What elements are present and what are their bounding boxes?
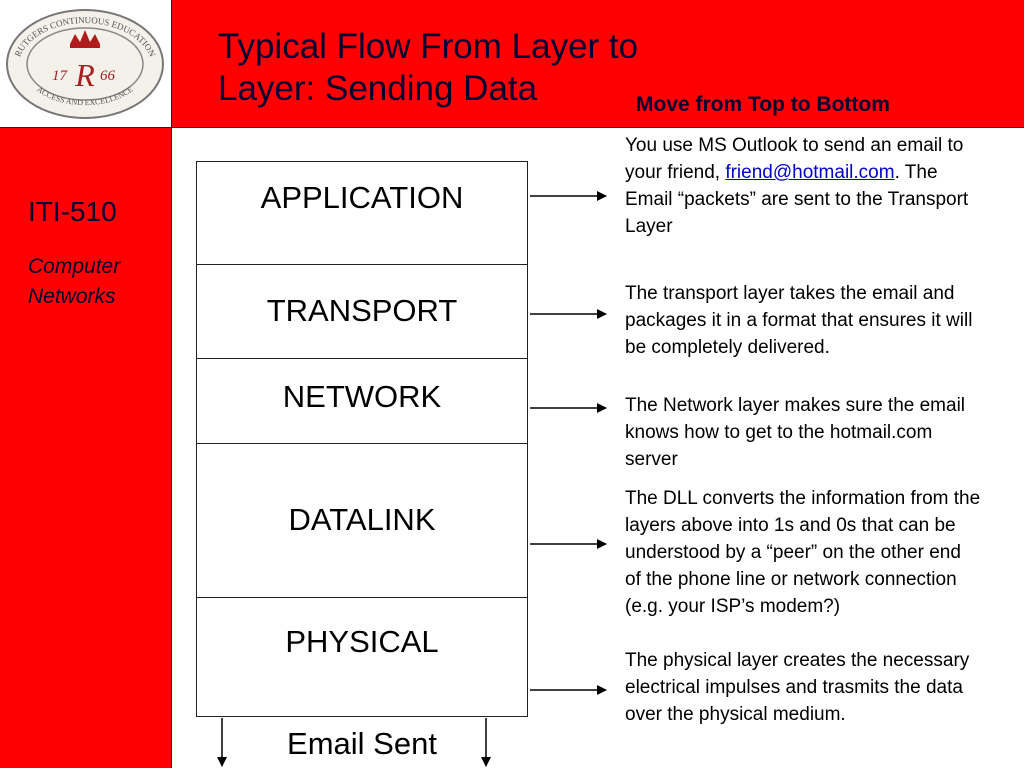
application-description: You use MS Outlook to send an email to your friend, friend@hotmail.com. The Email “packets” are sent to the Transport Layer	[625, 135, 969, 237]
svg-text:R: R	[75, 57, 95, 93]
network-description: The Network layer makes sure the email knows how to get to the hotmail.com server	[625, 395, 966, 470]
layer-transport-label: TRANSPORT	[266, 293, 458, 328]
datalink-description: The DLL converts the information from the layers above into 1s and 0s that can be understood by a “peer” on the other end of the phone line or network connection (e.g. your ISP’s modem?)	[625, 488, 981, 617]
layer-physical-label: PHYSICAL	[285, 624, 439, 659]
layer-application-label: APPLICATION	[260, 180, 464, 215]
course-code: ITI-510	[28, 196, 117, 227]
course-name: Computer Networks	[28, 255, 121, 308]
physical-description: The physical layer creates the necessary electrical impulses and trasmits the data over the physical medium.	[625, 650, 970, 725]
email-link[interactable]: friend@hotmail.com	[725, 162, 895, 183]
slide-title: Typical Flow From Layer to Layer: Sending Data	[218, 27, 639, 108]
layer-datalink-label: DATALINK	[288, 502, 436, 537]
transport-description: The transport layer takes the email and packages it in a format that ensures it will be completely delivered.	[625, 283, 973, 358]
email-sent-label: Email Sent	[287, 726, 437, 761]
svg-text:17: 17	[52, 68, 67, 84]
layer-network-label: NETWORK	[282, 379, 442, 414]
slide-subtitle: Move from Top to Bottom	[636, 93, 890, 116]
svg-text:66: 66	[100, 68, 115, 84]
svg-text:RUTGERS CONTINUOUS EDUCATION: RUTGERS CONTINUOUS EDUCATION	[12, 14, 158, 59]
svg-text:ACCESS AND EXCELLENCE: ACCESS AND EXCELLENCE	[35, 84, 135, 108]
